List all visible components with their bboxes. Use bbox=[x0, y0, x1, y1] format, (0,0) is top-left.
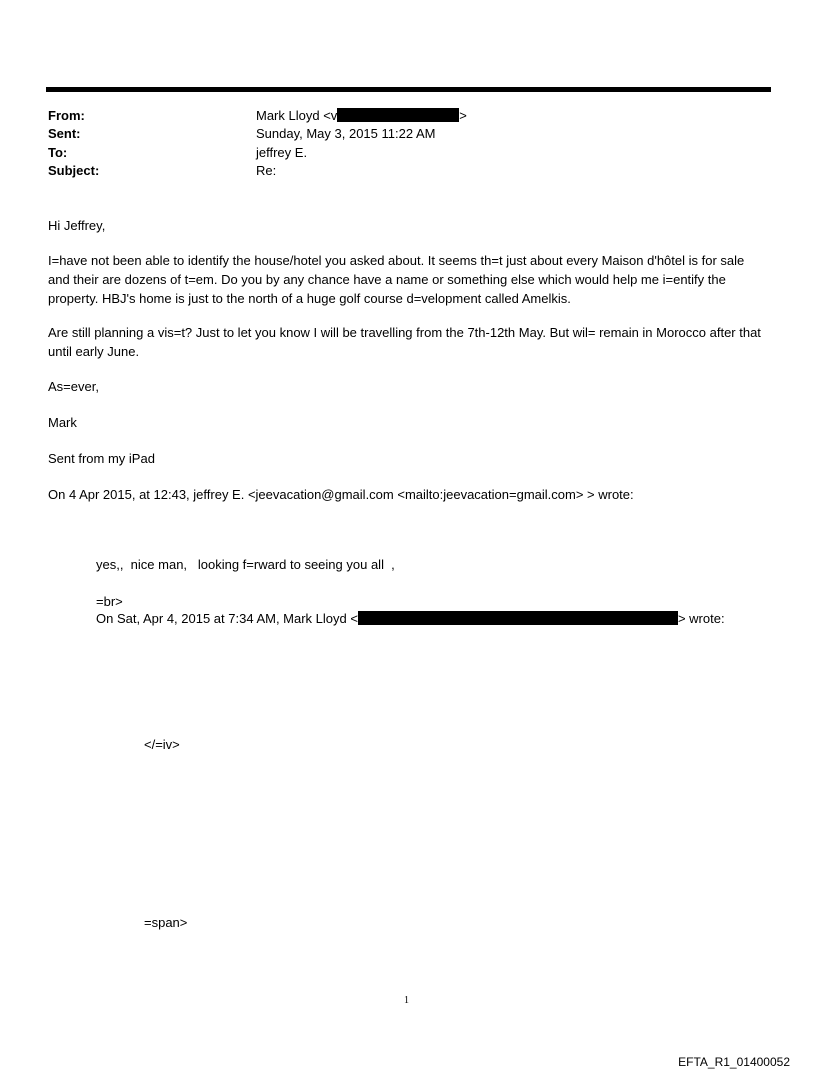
from-partial: v bbox=[330, 108, 338, 123]
page-number: 1 bbox=[404, 995, 409, 1006]
sent-label: Sent: bbox=[48, 126, 81, 141]
to-value: jeffrey E. bbox=[256, 145, 308, 160]
attribution-end: > wrote: bbox=[677, 611, 725, 626]
subject-value: Re: bbox=[256, 163, 277, 178]
redaction-bar bbox=[337, 108, 459, 122]
to-label: To: bbox=[48, 145, 68, 160]
subject-label: Subject: bbox=[48, 163, 100, 178]
from-close: > bbox=[459, 108, 467, 123]
header-rule bbox=[46, 87, 771, 92]
redaction-bar bbox=[358, 611, 678, 625]
sent-value: Sunday, May 3, 2015 11:22 AM bbox=[256, 126, 436, 141]
quoted-reply-line: yes,, nice man, looking f=rward to seeing you all , bbox=[96, 557, 395, 572]
span-artifact: =span> bbox=[144, 915, 188, 930]
sign-off: As=ever, bbox=[48, 379, 99, 394]
paragraph-2: Are still planning a vis=t? Just to let you know I will be travelling from the 7th-12th May. But wil= remain in Morocco after that until early June. bbox=[48, 325, 761, 359]
from-name: Mark Lloyd < bbox=[256, 108, 331, 123]
bates-number: EFTA_R1_01400052 bbox=[678, 1055, 790, 1069]
paragraph-1: I=have not been able to identify the house/hotel you asked about. It seems th=t just about every Maison d'hôtel is for sale and their are dozens of t=em. Do you by any chance have a name or something else which would help me i=entify the property. HBJ's home is just to the north of a huge golf course d=velopment called Amelkis. bbox=[48, 253, 745, 306]
from-value bbox=[256, 107, 467, 125]
quoted-attribution bbox=[96, 610, 725, 628]
attribution-start: On Sat, Apr 4, 2015 at 7:34 AM, Mark Lloyd < bbox=[96, 611, 358, 626]
sent-from-line: Sent from my iPad bbox=[48, 451, 155, 466]
quote-intro: On 4 Apr 2015, at 12:43, jeffrey E. <jeevacation@gmail.com <mailto:jeevacation=gmail.com> > wrote: bbox=[48, 487, 634, 502]
greeting: Hi Jeffrey, bbox=[48, 218, 106, 233]
from-label: From: bbox=[48, 108, 85, 123]
div-artifact: </=iv> bbox=[144, 737, 180, 752]
br-artifact: =br> bbox=[96, 594, 123, 609]
signature-name: Mark bbox=[48, 415, 77, 430]
